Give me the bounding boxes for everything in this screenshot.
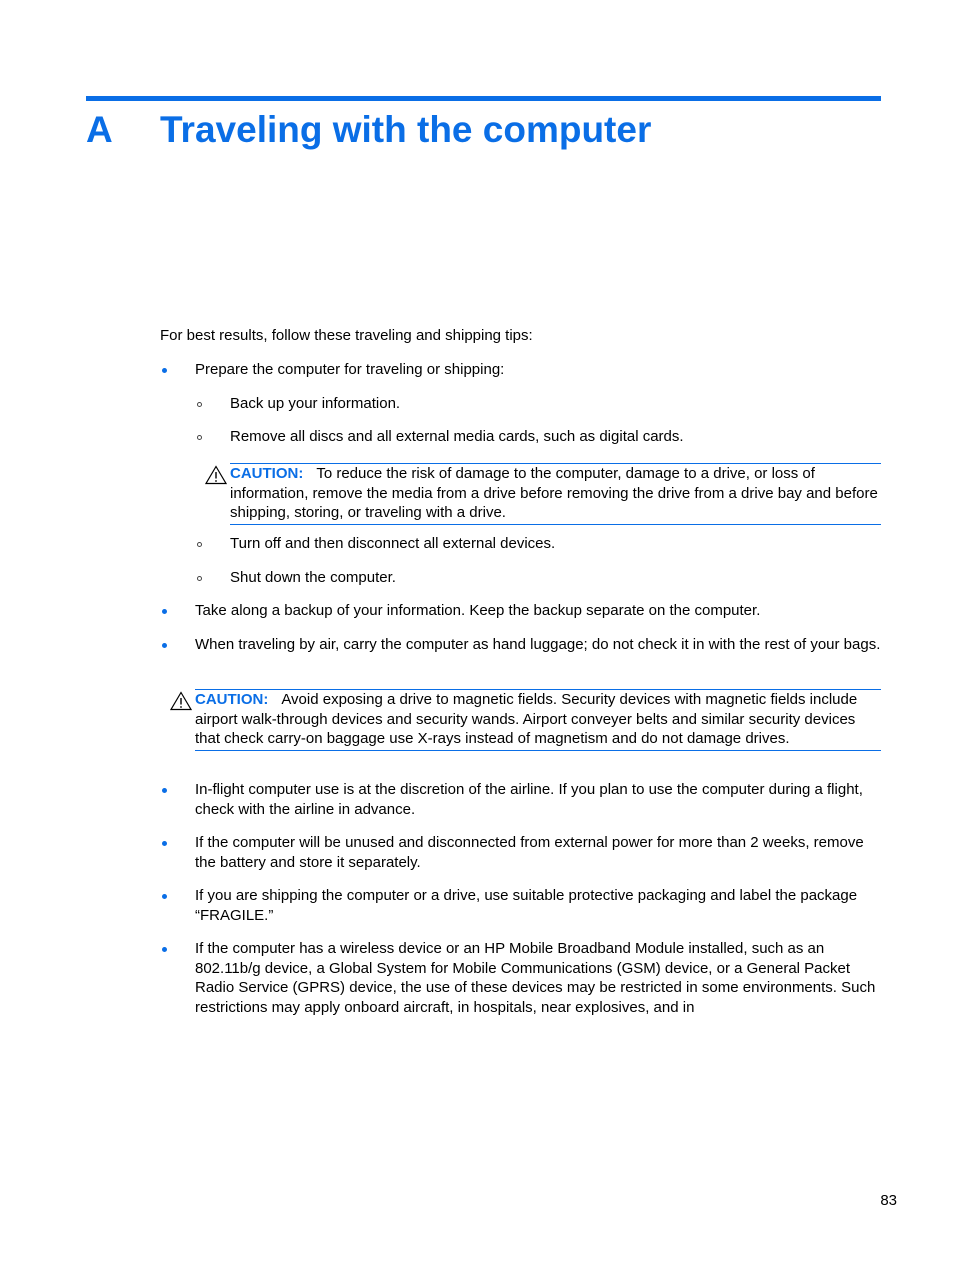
bullet-dot-icon [162,947,167,952]
list-item-text: When traveling by air, carry the computer as hand luggage; do not check it in with the rest of your bags. [195,636,881,653]
bullet-dot-icon [162,643,167,648]
sub-list-item-text: Back up your information. [230,395,401,412]
warning-triangle-icon [205,465,227,485]
sub-bullet-circle-icon [197,576,202,581]
page-number: 83 [880,1192,897,1209]
warning-triangle-icon [170,691,192,711]
sub-bullet-circle-icon [197,542,202,547]
list-item-text: If the computer has a wireless device or an HP Mobile Broadband Module installed, such as an 802.11b/g device, a Global System for Mobile Communications (GSM) device, or a General Packet Radio Service (GPRS) device, the use of these devices may be restricted in some environments. Such restrictions may apply onboard aircraft, in hospitals, near explosives, and in [195,940,876,1016]
sub-list-item-text: Remove all discs and all external media cards, such as digital cards. [230,428,684,445]
bullet-dot-icon [162,841,167,846]
caution-label: CAUTION: [195,691,269,708]
intro-paragraph: For best results, follow these traveling and shipping tips: [160,327,533,344]
caution-text: To reduce the risk of damage to the computer, damage to a drive, or loss of information, remove the media from a drive before removing the drive from a drive bay and before shipping, storing, or traveling with a drive. [230,465,878,521]
caution-text: Avoid exposing a drive to magnetic fields. Security devices with magnetic fields include airport walk-through devices and security wands. Airport conveyer belts and similar security devices that check carry-on baggage use X-rays instead of magnetism and do not damage drives. [195,691,858,747]
list-item-text: In-flight computer use is at the discretion of the airline. If you plan to use the computer during a flight, check with the airline in advance. [195,781,863,818]
caution-note [170,689,881,770]
caution-box [195,689,881,751]
caution-box [230,463,881,525]
sub-list-item-text: Shut down the computer. [230,569,396,586]
bullet-dot-icon [162,788,167,793]
chapter-title: Traveling with the computer [160,109,652,150]
list-item-text: If you are shipping the computer or a drive, use suitable protective packaging and label the package “FRAGILE.” [195,887,858,924]
list-item-text: Take along a backup of your information. Keep the backup separate on the computer. [195,602,761,619]
sub-bullet-circle-icon [197,402,202,407]
sub-list-item-text: Turn off and then disconnect all external devices. [230,535,556,552]
caution-note [205,463,881,523]
list-item-text: If the computer will be unused and disconnected from external power for more than 2 weeks, remove the battery and store it separately. [195,834,864,871]
caution-label: CAUTION: [230,465,304,482]
bullet-dot-icon [162,368,167,373]
sub-bullet-circle-icon [197,435,202,440]
list-item-text: Prepare the computer for traveling or shipping: [195,361,505,378]
chapter-letter: A [86,109,113,150]
bullet-dot-icon [162,894,167,899]
bullet-dot-icon [162,609,167,614]
chapter-rule [86,96,881,101]
